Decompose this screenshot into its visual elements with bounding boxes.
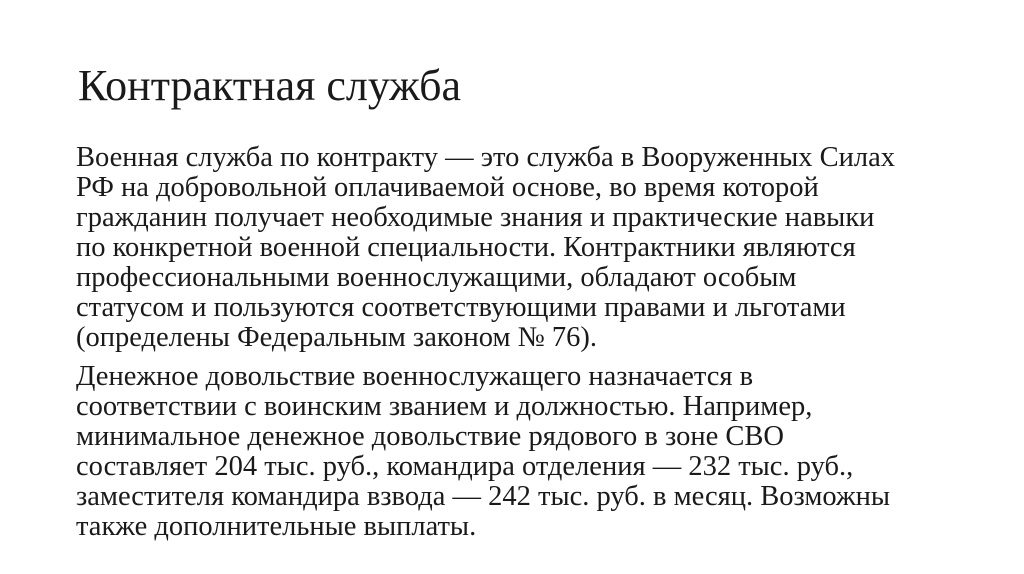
text-line: (определены Федеральным законом № 76). [76,322,598,353]
text-line: по конкретной военной специальности. Контрактники являются [76,232,856,263]
text-line: Денежное довольствие военнослужащего назначается в [76,361,754,392]
text-line: статусом и пользуются соответствующими правами и льготами [76,292,846,323]
text-line: заместителя командира взвода — 242 тыс. руб. в месяц. Возможны [76,481,891,512]
paragraph-monetary-allowance [76,362,956,542]
slide-content [76,143,956,542]
text-line: гражданин получает необходимые знания и практические навыки [76,202,875,233]
text-line: минимальное денежное довольствие рядового в зоне СВО [76,421,784,452]
text-line: соответствии с воинским званием и должностью. Например, [76,391,813,422]
slide-title: Контрактная служба [78,61,461,110]
text-line: РФ на добровольной оплачиваемой основе, во время которой [76,172,819,203]
paragraph-contract-service-definition [76,143,956,353]
text-line: составляет 204 тыс. руб., командира отделения — 232 тыс. руб., [76,451,854,482]
text-line: Военная служба по контракту — это служба в Вооруженных Силах [76,142,895,173]
text-line: профессиональными военнослужащими, обладают особым [76,262,797,293]
text-line: также дополнительные выплаты. [76,511,477,542]
